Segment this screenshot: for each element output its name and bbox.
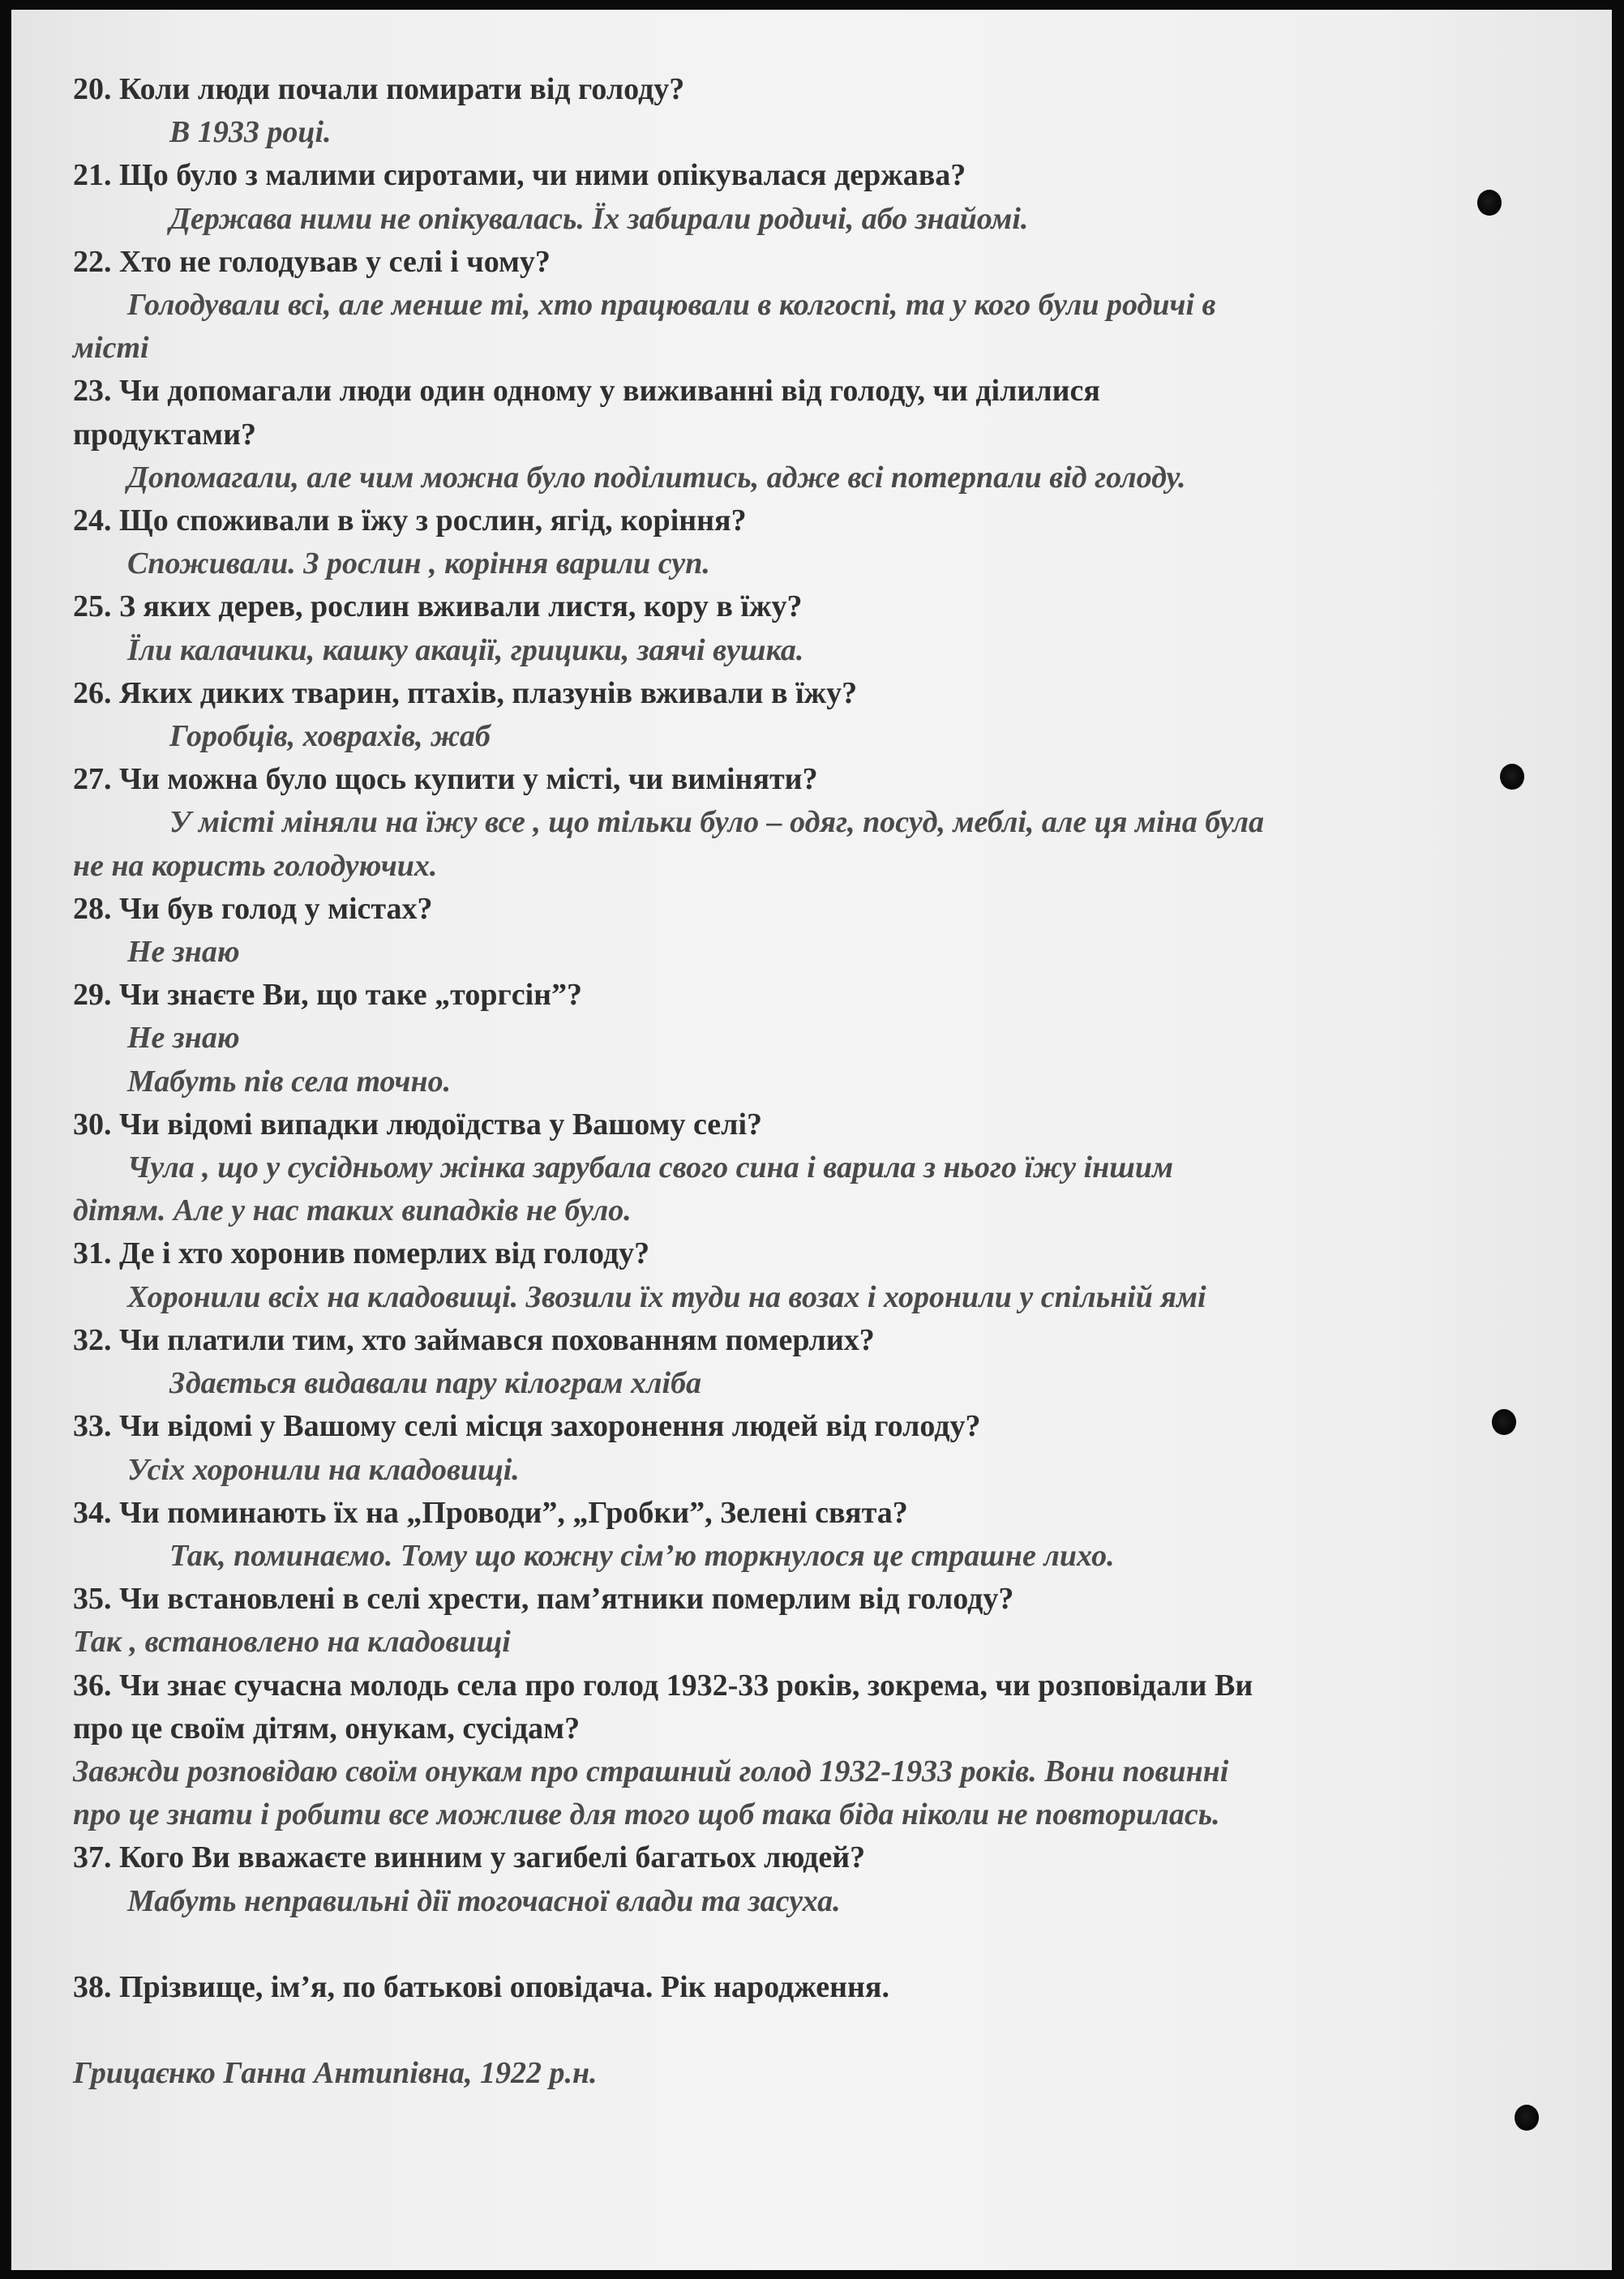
answer-line: Чула , що у сусідньому жінка зарубала свого сина і варила з нього їжу іншим (127, 1150, 1174, 1185)
blank-line (73, 1923, 1542, 1966)
question-line: 30. Чи відомі випадки людоїдства у Вашому селі? (73, 1107, 763, 1142)
answer-line: Горобців, ховрахів, жаб (169, 719, 491, 754)
question-line: 20. Коли люди почали помирати від голоду? (73, 72, 685, 106)
question-line: 24. Що споживали в їжу з рослин, ягід, коріння? (73, 503, 747, 538)
question-line: 27. Чи можна було щось купити у місті, чи виміняти? (73, 762, 818, 797)
answer-line: Не знаю (127, 935, 240, 970)
question-line: 34. Чи поминають їх на „Проводи”, „Гробки”, Зелені свята? (73, 1495, 908, 1530)
paper-sheet (11, 10, 1612, 2270)
question-line: 36. Чи знає сучасна молодь села про голод 1932-33 років, зокрема, чи розповідали Ви (73, 1668, 1253, 1703)
answer-line: Мабуть неправильні дії тогочасної влади та засуха. (127, 1883, 841, 1918)
question-line: 28. Чи був голод у містах? (73, 891, 433, 926)
answer-line: Держава ними не опікувалась. Їх забирали родичі, або знайомі. (169, 201, 1029, 236)
answer-line: про це знати і робити все можливе для того щоб така біда ніколи не повторилась. (73, 1797, 1220, 1832)
question-line: про це своїм дітям, онукам, сусідам? (73, 1711, 581, 1746)
answer-line: Споживали. З рослин , коріння варили суп. (127, 546, 710, 581)
answer-line: Хоронили всіх на кладовищі. Звозили їх туди на возах і хоронили у спільній ямі (127, 1279, 1206, 1314)
question-line: продуктами? (73, 417, 256, 452)
answer-line: Завжди розповідаю своїм онукам про страшний голод 1932-1933 років. Вони повинні (73, 1754, 1229, 1789)
question-line: 33. Чи відомі у Вашому селі місця захоронення людей від голоду? (73, 1409, 981, 1444)
question-line: 37. Кого Ви вважаєте винним у загибелі багатьох людей? (73, 1840, 866, 1875)
answer-line: В 1933 році. (169, 115, 332, 150)
question-line: 21. Що було з малими сиротами, чи ними опікувалася держава? (73, 158, 966, 193)
question-line: 25. З яких дерев, рослин вживали листя, кору в їжу? (73, 589, 803, 624)
answer-line: місті (73, 331, 149, 366)
answer-line: Усіх хоронили на кладовищі. (127, 1452, 520, 1487)
question-line: 23. Чи допомагали люди один одному у виживанні від голоду, чи ділилися (73, 374, 1100, 409)
question-line: 26. Яких диких тварин, птахів, плазунів вживали в їжу? (73, 675, 858, 710)
question-line: 31. Де і хто хоронив померлих від голоду? (73, 1236, 650, 1271)
blank-line (73, 2009, 1542, 2052)
answer-line: Грицаєнко Ганна Антипівна, 1922 р.н. (73, 2055, 598, 2090)
document-body (73, 68, 1542, 2095)
punch-hole (1515, 2105, 1539, 2131)
answer-line: Так, поминаємо. Тому що кожну сім’ю торкнулося це страшне лихо. (169, 1538, 1115, 1573)
answer-line: Допомагали, але чим можна було поділитись, адже всі потерпали від голоду. (127, 460, 1186, 495)
question-line: 32. Чи платили тим, хто займався похованням померлих? (73, 1322, 875, 1357)
answer-line: Голодували всі, але менше ті, хто працювали в колгоспі, та у кого були родичі в (127, 288, 1216, 323)
answer-line: дітям. Але у нас таких випадків не було. (73, 1193, 632, 1228)
answer-line: У місті міняли на їжу все , що тільки було – одяг, посуд, меблі, але ця міна була (169, 805, 1265, 840)
question-line: 29. Чи знаєте Ви, що таке „торгсін”? (73, 978, 583, 1013)
answer-line: Так , встановлено на кладовищі (73, 1625, 511, 1660)
answer-line: Здається видавали пару кілограм хліба (169, 1366, 702, 1401)
answer-line: не на користь голодуючих. (73, 848, 438, 883)
question-line: 38. Прізвище, ім’я, по батькові оповідача. Рік народження. (73, 1969, 889, 2004)
question-line: 35. Чи встановлені в селі хрести, пам’ятники померлим від голоду? (73, 1582, 1014, 1617)
answer-line: Їли калачики, кашку акації, грицики, заячі вушка. (127, 632, 804, 667)
answer-line: Не знаю (127, 1021, 240, 1056)
question-line: 22. Хто не голодував у селі і чому? (73, 244, 551, 279)
answer-line: Мабуть пів села точно. (127, 1064, 452, 1099)
